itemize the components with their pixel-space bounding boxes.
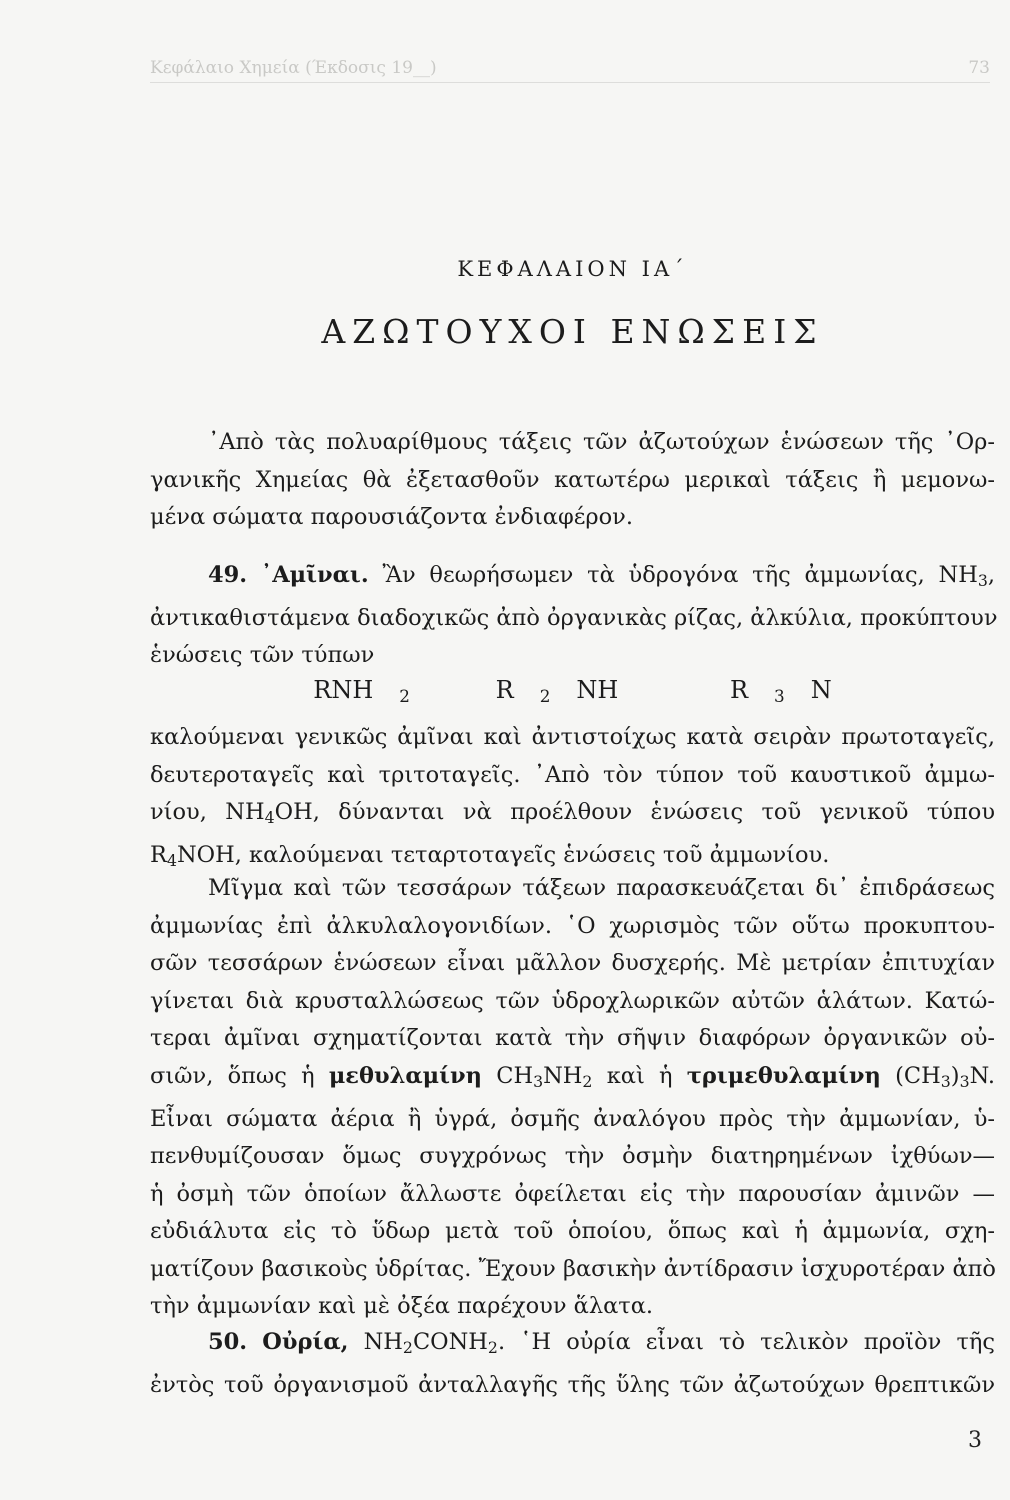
ghost-header-page: 73: [968, 58, 990, 78]
text-line: Μῖγμα καὶ τῶν τεσσάρων τάξεων παρασκευάζεται δι᾿ ἐπιδράσεως: [208, 875, 995, 901]
text-line: τεραι ἀμῖναι σχηματίζονται κατὰ τὴν σῆψιν διαφόρων ὀργανικῶν οὐ-: [150, 1025, 995, 1052]
section-49-body: [150, 719, 995, 879]
formula-secondary: R $_2$ NH: [495, 676, 619, 707]
section-heading: ᾿Αμῖναι.: [260, 562, 369, 588]
chapter-label: ΚΕΦΑΛΑΙΟΝ ΙΑ΄: [457, 257, 688, 281]
chapter-title: ΑΖΩΤΟΥΧΟΙ ΕΝΩΣΕΙΣ: [321, 312, 824, 351]
section-heading-line: 50. Οὐρία, $NH_2CONH_2$. ῾Η οὐρία εἶναι τὸ τελικὸν προϊὸν τῆς: [208, 1329, 995, 1357]
text-line: γανικῆς Χημείας θὰ ἐξετασθοῦν κατωτέρω μερικαὶ τάξεις ἢ μεμονω-: [150, 466, 995, 493]
text-line: σῶν τεσσάρων ἑνώσεων εἶναι μᾶλλον δυσχερής. Μὲ μετρίαν ἐπιτυχίαν: [150, 950, 995, 977]
text-line: ἡ ὀσμὴ τῶν ὁποίων ἄλλωστε ὀφείλεται εἰς τὴν παρουσίαν ἀμινῶν —: [150, 1180, 995, 1207]
text-line: ἀντικαθιστάμενα διαδοχικῶς ἀπὸ ὀργανικὰς ρίζας, ἀλκύλια, προκύπτουν: [150, 604, 998, 631]
section-number: 49.: [208, 562, 248, 588]
text-line: τὴν ἀμμωνίαν καὶ μὲ ὀξέα παρέχουν ἅλατα.: [150, 1293, 654, 1320]
text-line: ἀμμωνίας ἐπὶ ἀλκυλαλογονιδίων. ῾Ο χωρισμὸς τῶν οὕτω προκυπτου-: [150, 912, 995, 939]
section-49-intro: [150, 557, 998, 675]
text-line: σιῶν, ὅπως ἡ μεθυλαμίνη $CH_3NH_2$ καὶ ἡ τριμεθυλαμίνη $(CH_3)_3N$.: [150, 1062, 996, 1091]
formula-primary: RNH $_2$: [313, 676, 410, 707]
text-line: ἑνώσεις τῶν τύπων: [150, 642, 375, 669]
section-50: [150, 1324, 995, 1404]
ghost-header-text: Κεφάλαιο Χημεία (Έκδοσις 19__): [150, 58, 437, 78]
section-heading: Οὐρία,: [262, 1329, 349, 1355]
text-run: Ἂν θεωρήσωμεν τὰ ὑδρογόνα τῆς ἀμμωνίας, NH: [382, 562, 978, 588]
amine-formulas: [150, 676, 995, 706]
formula-tertiary: R $_3$ N: [729, 676, 832, 707]
term-methylamine: μεθυλαμίνη: [328, 1062, 482, 1089]
text-line: ματίζουν βασικοὺς ὑδρίτας. Ἔχουν βασικὴν ἀντίδρασιν ἰσχυροτέραν ἀπὸ: [150, 1255, 996, 1282]
section-number: 50.: [208, 1329, 248, 1355]
subscript: 3: [977, 570, 988, 590]
text-line: νίου, $NH_4OH$, δύνανται νὰ προέλθουν ἑνώσεις τοῦ γενικοῦ τύπου: [150, 799, 996, 828]
page-mark: 3: [968, 1428, 982, 1453]
intro-paragraph: [150, 424, 995, 537]
text-line: καλούμεναι γενικῶς ἀμῖναι καὶ ἀντιστοίχως κατὰ σειρὰν πρωτοταγεῖς,: [150, 724, 995, 750]
text-line: πενθυμίζουσαν ὅμως συγχρόνως τὴν ὀσμὴν διατηρημένων ἰχθύων—: [150, 1143, 995, 1170]
text-line: ᾿Απὸ τὰς πολυαρίθμους τάξεις τῶν ἀζωτούχων ἑνώσεων τῆς ᾿Ορ-: [208, 429, 995, 455]
bleed-through-header: [150, 58, 990, 83]
section-heading-line: [150, 557, 995, 600]
text-line: Εἶναι σώματα ἀέρια ἢ ὑγρά, ὀσμῆς ἀναλόγου πρὸς τὴν ἀμμωνίαν, ὑ-: [150, 1105, 995, 1132]
text-line: γίνεται διὰ κρυσταλλώσεως τῶν ὑδροχλωρικῶν αὐτῶν ἁλάτων. Κατώ-: [150, 987, 995, 1014]
text-run: ,: [987, 562, 995, 588]
text-line: ἐντὸς τοῦ ὀργανισμοῦ ἀνταλλαγῆς τῆς ὕλης τῶν ἀζωτούχων θρεπτικῶν: [150, 1371, 995, 1398]
section-49-paragraph-2: [150, 870, 995, 1326]
text-line: δευτεροταγεῖς καὶ τριτοταγεῖς. ᾿Απὸ τὸν τύπον τοῦ καυστικοῦ ἀμμω-: [150, 761, 995, 788]
text-line: μένα σώματα παρουσιάζοντα ἐνδιαφέρον.: [150, 504, 633, 531]
term-trimethylamine: τριμεθυλαμίνη: [686, 1062, 881, 1089]
text-line: $R_4NOH$, καλούμεναι τεταρτοταγεῖς ἑνώσεις τοῦ ἀμμωνίου.: [150, 841, 830, 870]
text-line: εὐδιάλυτα εἰς τὸ ὕδωρ μετὰ τοῦ ὁποίου, ὅπως καὶ ἡ ἀμμωνία, σχη-: [150, 1218, 995, 1245]
